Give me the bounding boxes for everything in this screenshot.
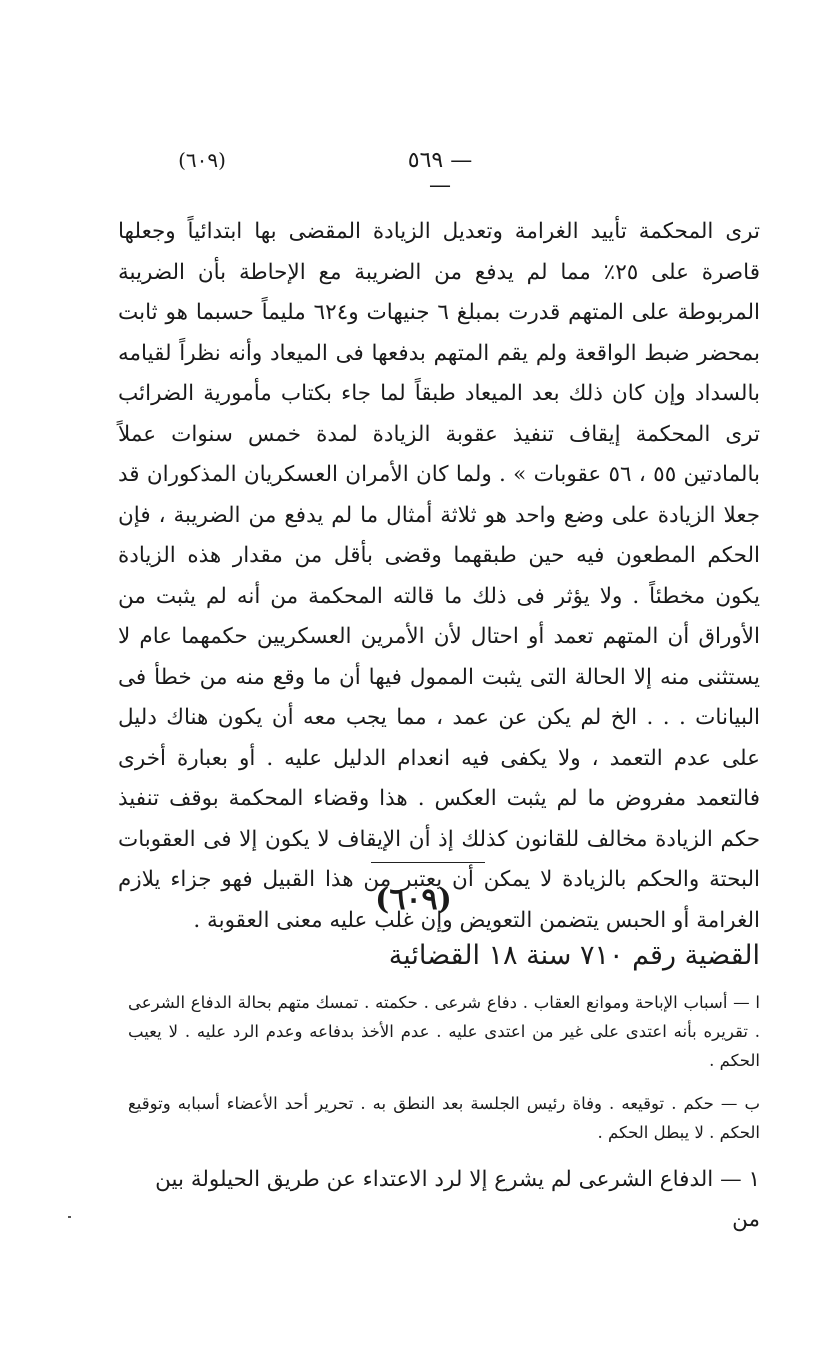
legal-principle: ١ — الدفاع الشرعى لم يشرع إلا لرد الاعتداء عن طريق الحيلولة بين من bbox=[155, 1167, 760, 1232]
page-header bbox=[0, 148, 827, 198]
page-number: — ٥٦٩ — bbox=[407, 148, 473, 198]
running-case-ref: (٦٠٩) bbox=[178, 148, 226, 172]
summary-item-a: ا — أسباب الإباحة وموانع العقاب . دفاع شرعى . حكمته . تمسك متهم بحالة الدفاع الشرعى . تقريره بأنه اعتدى على غير من اعتدى عليه . عدم الأخذ بدفاعه وعدم الرد عليه . لا يعيب الحكم . bbox=[128, 993, 760, 1070]
body-paragraph bbox=[118, 212, 760, 941]
summary-item-b: ب — حكم . توقيعه . وفاة رئيس الجلسة بعد النطق به . تحرير أحد الأعضاء أسبابه وتوقيع الحكم . لا يبطل الحكم . bbox=[128, 1094, 760, 1142]
body-paragraph-text: ترى المحكمة تأييد الغرامة وتعديل الزيادة المقضى بها ابتدائياً وجعلها قاصرة على ٢٥٪ مما لم يدفع من الضريبة مع الإحاطة بأن الضريبة المربوطة على المتهم قدرت بمبلغ ٦ جنيهات و٦٢٤ مليماً حسبما هو ثابت بمحضر ضبط الواقعة ولم يقم المتهم بدفعها فى الميعاد وأنه نظراً لقيامه بالسداد وإن كان ذلك بعد الميعاد طبقاً لما جاء بكتاب مأمورية الضرائب ترى المحكمة إيقاف تنفيذ عقوبة الزيادة لمدة خمس سنوات عملاً بالمادتين ٥٥ ، ٥٦ عقوبات » . ولما كان الأمران العسكريان المذكوران قد جعلا الزيادة على وضع واحد هو ثلاثة أمثال ما لم يدفع من الضريبة ، فإن الحكم المطعون فيه حين طبقهما وقضى بأقل من مقدار هذه الزيادة يكون مخطئاً . ولا يؤثر فى ذلك ما قالته المحكمة من أنه لم يثبت من الأوراق أن المتهم تعمد أو احتال لأن الأمرين العسكريين حكمهما عام لا يستثنى منه إلا الحالة التى يثبت الممول فيها أن ما وقع منه من خطأ فى البيانات . . . الخ لم يكن عن عمد ، مما يجب معه أن يكون هناك دليل على عدم التعمد ، ولا يكفى فيه انعدام الدليل عليه . أو بعبارة أخرى فالتعمد مفروض ما لم يثبت العكس . هذا وقضاء المحكمة بوقف تنفيذ حكم الزيادة مخالف للقانون كذلك إذ أن الإيقاف لا يكون إلا فى العقوبات البحتة والحكم بالزيادة لا يمكن أن يعتبر من هذا القبيل فهو جزاء يلازم الغرامة أو الحبس يتضمن التعويض وإن غلب عليه معنى العقوبة . bbox=[118, 219, 761, 933]
scan-speck bbox=[68, 1216, 71, 1218]
case-title: القضية رقم ٧١٠ سنة ١٨ القضائية bbox=[388, 940, 760, 971]
case-summary bbox=[128, 988, 760, 1161]
section-separator bbox=[371, 862, 485, 863]
case-number: (٦٠٩) bbox=[375, 882, 452, 917]
